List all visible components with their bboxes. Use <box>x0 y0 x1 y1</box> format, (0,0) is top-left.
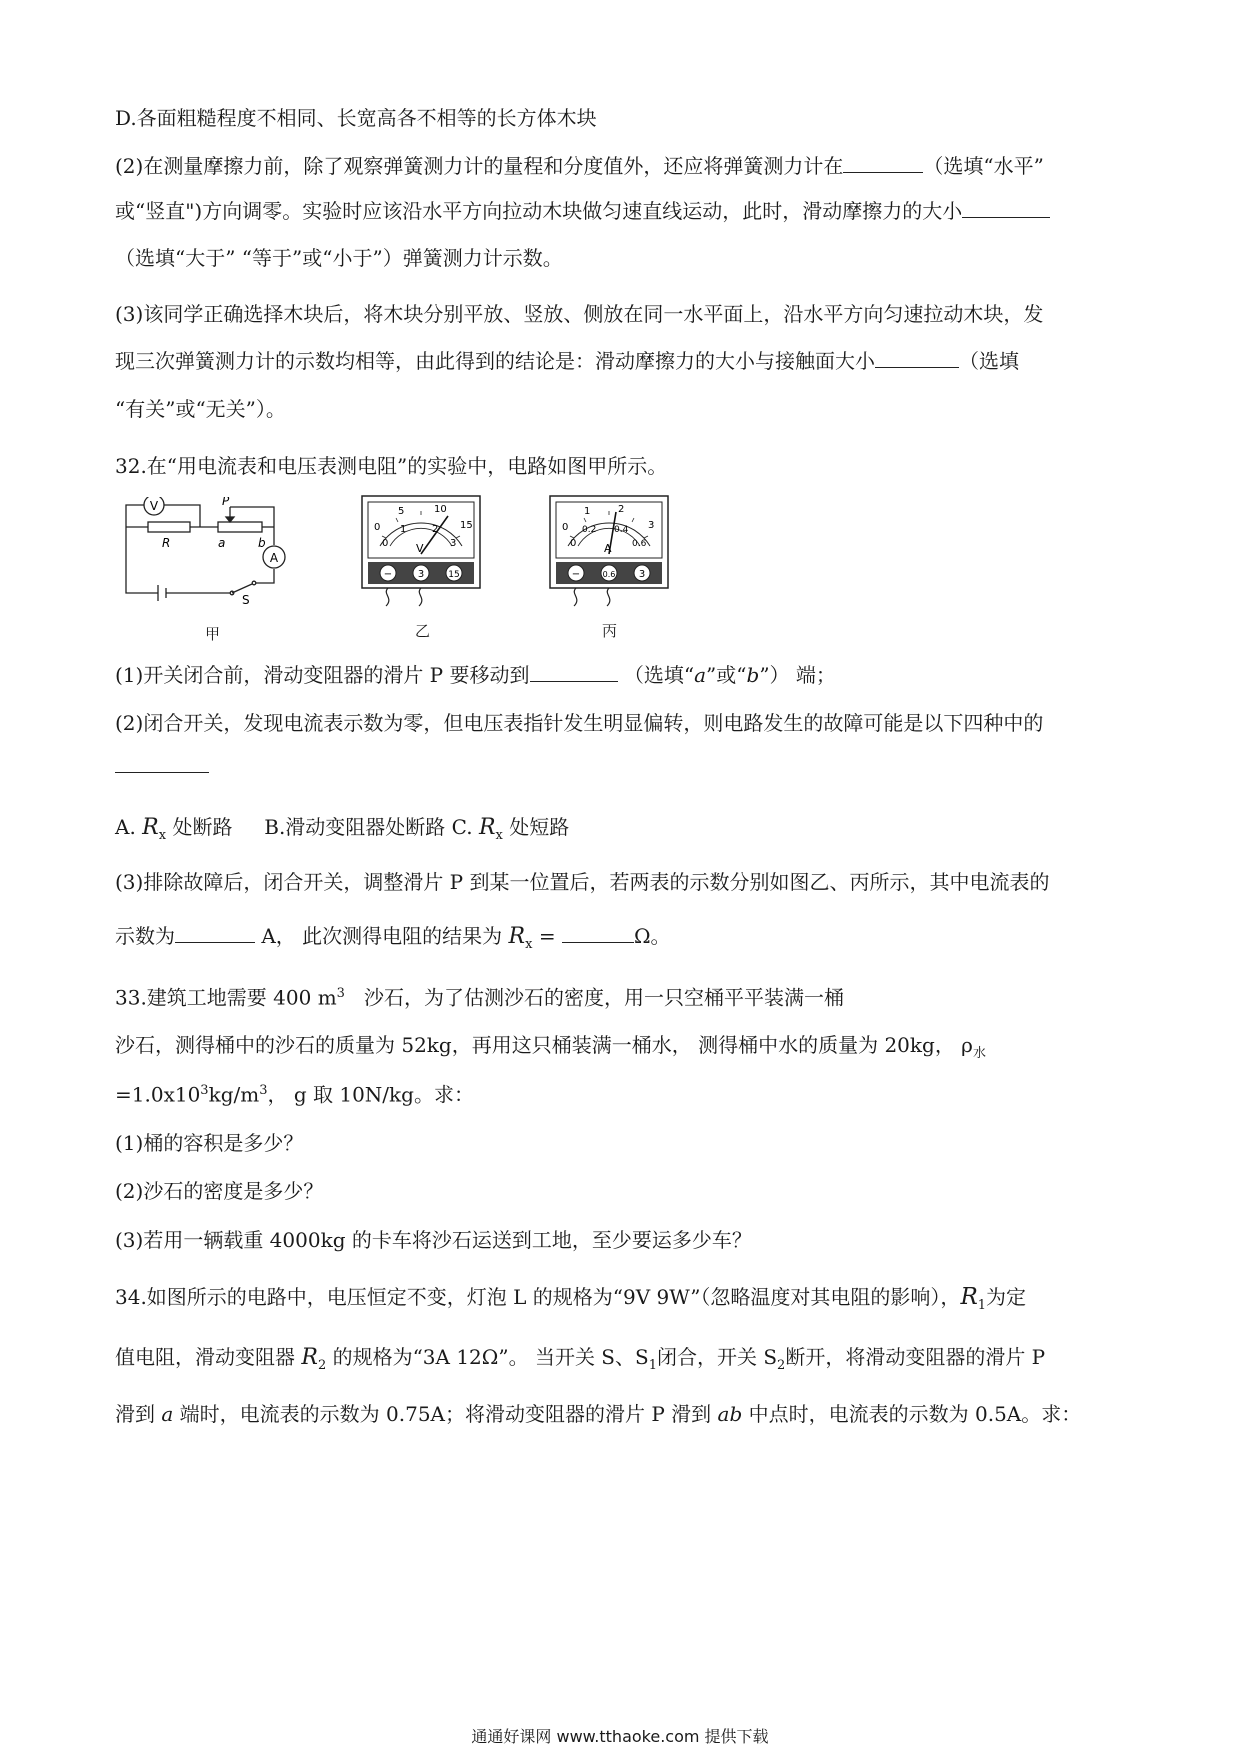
ammeter-terminal-3: 3 <box>638 569 646 580</box>
q33-question1: (1)桶的容积是多少？ <box>115 1131 304 1155</box>
q34-line1: 34.如图所示的电路中，电压恒定不变，灯泡 L 的规格为“9V 9W”（忽略温度对其电阻的影响），$R_1$为定 <box>115 1284 1027 1313</box>
ammeter-top-tick-1: 1 <box>584 506 591 517</box>
voltmeter-letter: V <box>149 499 159 513</box>
q31-part3-line2: 现三次弹簧测力计的示数均相等，由此得到的结论是：滑动摩擦力的大小与接触面大小 （选填 <box>115 349 1019 373</box>
circuit-diagram-jia <box>118 497 298 607</box>
q34-line3: 滑到 a 端时，电流表的示数为 0.75A；将滑动变阻器的滑片 P 滑到 ab 中点时，电流表的示数为 0.5A。求： <box>115 1402 1082 1426</box>
ammeter-figure-bing <box>548 494 672 609</box>
q31-part3-line1: (3)该同学正确选择木块后，将木块分别平放、竖放、侧放在同一水平面上，沿水平方向匀速拉动木块，发 <box>115 302 1044 326</box>
ammeter-bottom-tick-0.4: 0.4 <box>614 525 629 535</box>
q32-part2: (2)闭合开关，发现电流表示数为零，但电压表指针发生明显偏转，则电路发生的故障可能是以下四种中的 <box>115 711 1044 735</box>
answer-blank[interactable] <box>843 154 923 173</box>
ammeter-top-tick-0: 0 <box>562 522 569 533</box>
figure-label-jia: 甲 <box>205 625 221 643</box>
answer-blank[interactable] <box>962 199 1050 218</box>
voltmeter-top-tick-5: 5 <box>398 506 405 517</box>
q33-question2: (2)沙石的密度是多少？ <box>115 1179 324 1203</box>
q32-title: 32.在“用电流表和电压表测电阻”的实验中，电路如图甲所示。 <box>115 454 668 478</box>
answer-blank[interactable] <box>562 924 634 943</box>
answer-blank[interactable] <box>530 663 618 682</box>
voltmeter-bottom-tick-3: 3 <box>450 538 457 549</box>
ammeter-bottom-tick-0: 0 <box>570 538 577 549</box>
ammeter-top-tick-3: 3 <box>648 520 655 531</box>
q32-part2-blank-line <box>115 752 209 780</box>
ammeter-top-tick-2: 2 <box>618 504 625 515</box>
rheostat-end-a: a <box>218 536 226 550</box>
q32-part1: (1)开关闭合前，滑动变阻器的滑片 P 要移动到 （选填“a”或“b”） 端； <box>115 663 836 687</box>
q31-part2-line1: (2)在测量摩擦力前，除了观察弹簧测力计的量程和分度值外，还应将弹簧测力计在 （选填“水平” <box>115 154 1044 178</box>
resistor-label-rx: R <box>162 536 171 550</box>
q31-part3-line3: “有关”或“无关”）。 <box>115 397 286 421</box>
switch-label-s: S <box>242 593 250 607</box>
voltmeter-terminal-3: 3 <box>417 569 425 580</box>
q33-line2: 沙石，测得桶中的沙石的质量为 52kg，再用这只桶装满一桶水， 测得桶中水的质量为 20kg， $\rho_水$ <box>115 1033 986 1061</box>
voltmeter-unit: V <box>416 542 424 555</box>
ammeter-terminal-0.6: 0.6 <box>602 570 616 579</box>
q31-part2-line3: （选填“大于” “等于”或“小于”）弹簧测力计示数。 <box>115 246 563 270</box>
page-footer: 通通好课网 www.tthaoke.com 提供下载 <box>471 1727 769 1746</box>
q33-question3: (3)若用一辆载重 4000kg 的卡车将沙石运送到工地，至少要运多少车？ <box>115 1228 752 1252</box>
voltmeter-bottom-tick-1: 1 <box>400 524 407 535</box>
answer-blank[interactable] <box>875 349 959 368</box>
q34-line2: 值电阻，滑动变阻器 $R_2$ 的规格为“3A 12Ω”。 当开关 S、$S_1$闭合，开关 $S_2$断开，将滑动变阻器的滑片 P <box>115 1345 1046 1373</box>
ammeter-letter: A <box>269 551 279 565</box>
q31-part2-line2: 或“竖直")方向调零。实验时应该沿水平方向拉动木块做匀速直线运动，此时，滑动摩擦力的大小 <box>115 197 1050 225</box>
voltmeter-terminal-neg: − <box>383 569 393 580</box>
voltmeter-bottom-tick-2: 2 <box>432 524 439 535</box>
q32-part3-line2: 示数为 A， 此次测得电阻的结果为 $R_x = \Omega$。 <box>115 924 671 952</box>
voltmeter-top-tick-0: 0 <box>374 522 381 533</box>
q31-option-d: D.各面粗糙程度不相同、长宽高各不相等的长方体木块 <box>115 106 597 130</box>
ammeter-terminal-neg: − <box>571 569 581 580</box>
voltmeter-bottom-tick-0: 0 <box>382 538 389 549</box>
q33-line3: $=1.0x10^3kg/m^3$， g 取 10N/kg。求： <box>115 1082 474 1107</box>
ammeter-bottom-tick-0.2: 0.2 <box>582 525 597 535</box>
figure-label-bing: 丙 <box>602 622 618 640</box>
voltmeter-figure-yi <box>360 494 484 609</box>
ammeter-unit: A <box>604 542 612 555</box>
ammeter-bottom-tick-0.6: 0.6 <box>632 539 647 549</box>
q33-line1: 33.建筑工地需要 400 $m^3$ 沙石，为了估测沙石的密度，用一只空桶平平装满一桶 <box>115 985 845 1010</box>
figure-label-yi: 乙 <box>415 622 431 640</box>
voltmeter-terminal-15: 15 <box>448 570 460 580</box>
q32-options: A. $R_x$ 处断路 B.滑动变阻器处断路 C. $R_x$ 处短路 <box>115 815 570 843</box>
rheostat-end-b: b <box>258 536 266 550</box>
answer-blank[interactable] <box>115 754 209 773</box>
q32-part3-line1: (3)排除故障后，闭合开关，调整滑片 P 到某一位置后，若两表的示数分别如图乙、丙所示，其中电流表的 <box>115 870 1050 894</box>
voltmeter-top-tick-10: 10 <box>434 504 447 515</box>
voltmeter-top-tick-15: 15 <box>460 520 473 531</box>
slider-label-p: P <box>222 497 230 508</box>
answer-blank[interactable] <box>175 924 255 943</box>
